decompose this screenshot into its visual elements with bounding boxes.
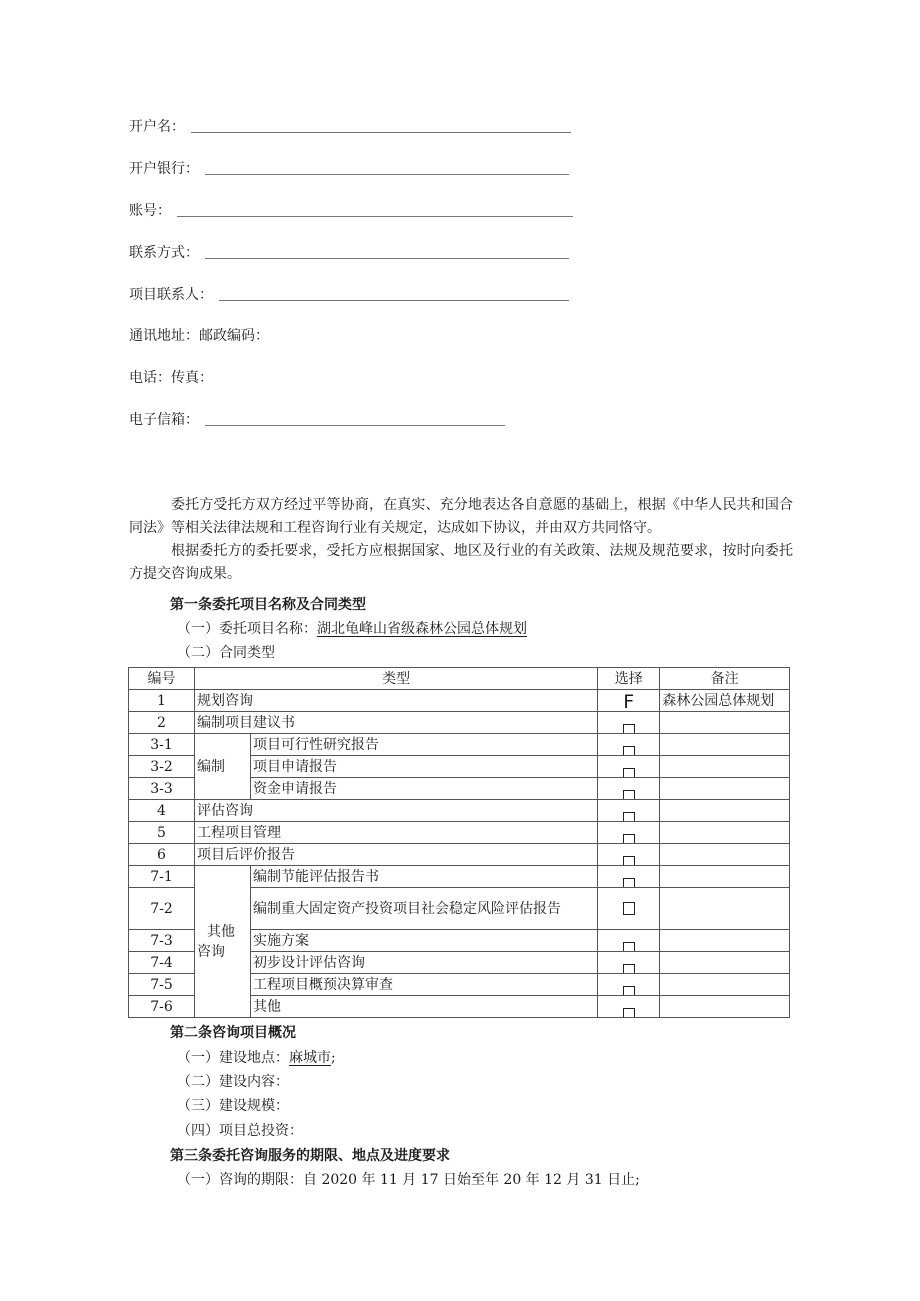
project-name-line	[177, 618, 527, 638]
row-type: 评估咨询	[195, 800, 598, 822]
article-2-title: 第二条咨询项目概况	[170, 1025, 296, 1041]
account-name-blank	[191, 132, 571, 133]
bank-blank	[205, 174, 569, 175]
row-number: 3-1	[129, 734, 195, 756]
row-number: 6	[129, 844, 195, 866]
select-checkbox[interactable]	[598, 952, 660, 974]
row-note	[660, 974, 790, 996]
row-note	[660, 712, 790, 734]
row-type: 项目后评价报告	[195, 844, 598, 866]
email-blank	[205, 425, 505, 426]
select-checkbox[interactable]	[598, 756, 660, 778]
table-row	[129, 800, 790, 822]
address-postcode-label: 通讯地址：邮政编码：	[129, 328, 269, 344]
table-row	[129, 844, 790, 866]
bank-field	[129, 158, 569, 178]
row-note	[660, 866, 790, 888]
construction-location-suffix: ;	[331, 1050, 336, 1066]
row-number: 7-5	[129, 974, 195, 996]
row-note	[660, 734, 790, 756]
checkbox-icon	[623, 812, 635, 821]
table-row	[129, 866, 790, 888]
row-type: 编制项目建议书	[195, 712, 598, 734]
table-row	[129, 712, 790, 734]
checkbox-icon	[623, 790, 635, 799]
project-contact-blank	[219, 300, 569, 301]
row-note	[660, 996, 790, 1018]
checkbox-icon	[623, 746, 635, 755]
row-note	[660, 930, 790, 952]
project-contact-label: 项目联系人：	[129, 287, 213, 303]
consulting-period: （一）咨询的期限：自 2020 年 11 月 17 日始至年 20 年 12 月 31 日止;	[177, 1172, 640, 1188]
contact-method-label: 联系方式：	[129, 245, 199, 261]
row-type: 工程项目管理	[195, 822, 598, 844]
row-note	[660, 952, 790, 974]
row-note: 森林公园总体规划	[660, 690, 790, 712]
row-number: 5	[129, 822, 195, 844]
selected-mark-icon: F	[623, 691, 635, 713]
table-row	[129, 822, 790, 844]
checkbox-icon	[623, 942, 635, 951]
group-label-compile: 编制	[195, 734, 251, 800]
row-note	[660, 756, 790, 778]
row-type: 其他	[251, 996, 598, 1018]
table-row	[129, 690, 790, 712]
table-row	[129, 734, 790, 756]
row-note	[660, 844, 790, 866]
construction-location-value: 麻城市	[289, 1050, 331, 1066]
select-checkbox[interactable]	[598, 844, 660, 866]
row-number: 7-4	[129, 952, 195, 974]
row-number: 3-2	[129, 756, 195, 778]
header-select: 选择	[598, 668, 660, 690]
row-type: 初步设计评估咨询	[251, 952, 598, 974]
row-type: 实施方案	[251, 930, 598, 952]
checkbox-icon	[623, 986, 635, 995]
construction-content: （二）建设内容：	[177, 1074, 289, 1090]
row-number: 7-1	[129, 866, 195, 888]
row-number: 3-3	[129, 778, 195, 800]
phone-fax-label: 电话：传真：	[129, 370, 213, 386]
checkbox-icon	[623, 834, 635, 843]
select-checkbox-checked[interactable]	[598, 690, 660, 712]
row-note	[660, 778, 790, 800]
project-contact-field	[129, 284, 569, 304]
intro-paragraph-2: 根据委托方的委托要求，受托方应根据国家、地区及行业的有关政策、法规及规范要求，按时向委托方提交咨询成果。	[129, 543, 793, 582]
row-type: 编制重大固定资产投资项目社会稳定风险评估报告	[251, 888, 598, 930]
account-number-label: 账号：	[129, 203, 171, 219]
checkbox-icon	[623, 964, 635, 973]
select-checkbox[interactable]	[598, 930, 660, 952]
header-number: 编号	[129, 668, 195, 690]
account-name-label: 开户名：	[129, 119, 185, 135]
construction-location-line	[177, 1047, 336, 1067]
intro-paragraph-1: 委托方受托方双方经过平等协商，在真实、充分地表达各自意愿的基础上，根据《中华人民共和国合同法》等相关法律法规和工程咨询行业有关规定，达成如下协议，并由双方共同恪守。	[129, 497, 793, 536]
row-note	[660, 800, 790, 822]
row-number: 4	[129, 800, 195, 822]
select-checkbox[interactable]	[598, 800, 660, 822]
select-checkbox[interactable]	[598, 822, 660, 844]
checkbox-icon	[623, 902, 635, 915]
header-note: 备注	[660, 668, 790, 690]
group-label-other-line1: 其他	[207, 923, 235, 940]
row-number: 7-3	[129, 930, 195, 952]
checkbox-icon	[623, 1008, 635, 1017]
email-label: 电子信箱：	[129, 412, 199, 428]
select-checkbox[interactable]	[598, 866, 660, 888]
total-investment: （四）项目总投资：	[177, 1123, 303, 1139]
row-note	[660, 822, 790, 844]
account-number-field	[129, 200, 573, 220]
address-postcode	[129, 325, 269, 345]
row-number: 2	[129, 712, 195, 734]
group-label-other-line2: 咨询	[197, 943, 225, 960]
row-number: 1	[129, 690, 195, 712]
account-name-field	[129, 116, 571, 136]
contract-type-table	[128, 667, 790, 1018]
account-number-blank	[177, 216, 573, 217]
header-type: 类型	[195, 668, 598, 690]
select-checkbox[interactable]	[598, 888, 660, 930]
project-name-value: 湖北龟峰山省级森林公园总体规划	[317, 621, 527, 637]
article-3-title: 第三条委托咨询服务的期限、地点及进度要求	[170, 1148, 450, 1164]
article-1-title: 第一条委托项目名称及合同类型	[170, 597, 366, 613]
contract-type-label: （二）合同类型	[177, 645, 275, 661]
contact-method-field	[129, 242, 569, 262]
select-checkbox[interactable]	[598, 712, 660, 734]
row-type: 项目申请报告	[251, 756, 598, 778]
row-type: 工程项目概预决算审查	[251, 974, 598, 996]
project-name-label: （一）委托项目名称：	[177, 621, 317, 637]
phone-fax	[129, 367, 213, 387]
row-type: 规划咨询	[195, 690, 598, 712]
contact-method-blank	[205, 258, 569, 259]
row-number: 7-2	[129, 888, 195, 930]
select-checkbox[interactable]	[598, 734, 660, 756]
row-type: 资金申请报告	[251, 778, 598, 800]
table-header-row	[129, 668, 790, 690]
bank-label: 开户银行：	[129, 161, 199, 177]
construction-location-label: （一）建设地点：	[177, 1050, 289, 1066]
checkbox-icon	[623, 724, 635, 733]
row-note	[660, 888, 790, 930]
select-checkbox[interactable]	[598, 996, 660, 1018]
group-label-other	[195, 866, 251, 1018]
checkbox-icon	[623, 878, 635, 887]
select-checkbox[interactable]	[598, 974, 660, 996]
row-number: 7-6	[129, 996, 195, 1018]
email-field	[129, 409, 505, 429]
checkbox-icon	[623, 856, 635, 865]
select-checkbox[interactable]	[598, 778, 660, 800]
row-type: 项目可行性研究报告	[251, 734, 598, 756]
construction-scale: （三）建设规模：	[177, 1098, 289, 1114]
row-type: 编制节能评估报告书	[251, 866, 598, 888]
checkbox-icon	[623, 768, 635, 777]
